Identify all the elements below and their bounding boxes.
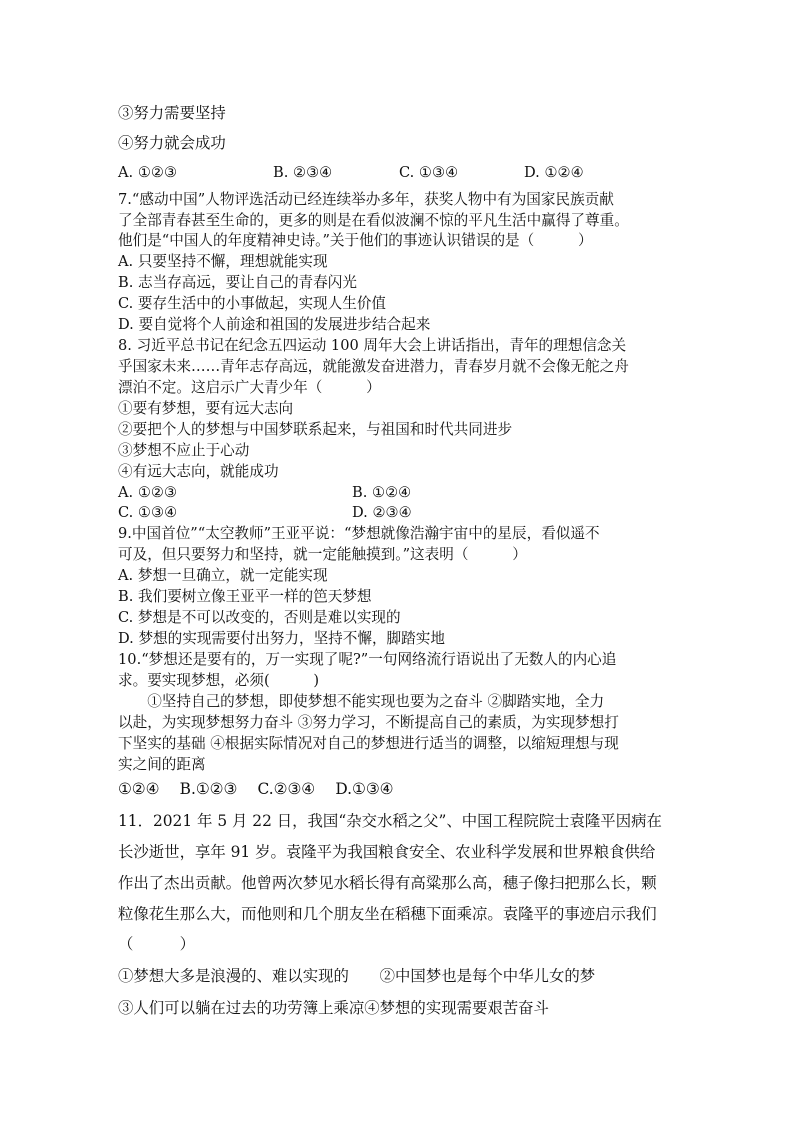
q8-option-a: A. ①②③ xyxy=(118,484,178,501)
q8-stem-line: 乎国家未来……青年志存高远，就能激发奋进潜力，青春岁月就不会像无舵之舟 xyxy=(118,358,629,375)
q10-options: ①②④ B.①②③ C.②③④ D.①③④ xyxy=(118,780,394,798)
q9-stem-line: 9.中国首位”“太空教师”王亚平说：“梦想就像浩瀚宇宙中的星辰，看似遥不 xyxy=(118,525,600,542)
q7-stem-line: 他们是“中国人的年度精神史诗。”关于他们的事迹认识错误的是（ ） xyxy=(118,232,593,249)
q9-choice-c: C. 梦想是不可以改变的，否则是难以实现的 xyxy=(118,609,401,626)
q10-stem-line: ①坚持自己的梦想，即使梦想不能实现也要为之奋斗 ②脚踏实地，全力 xyxy=(118,693,605,710)
q7-stem-line: 7.“感动中国”人物评选活动已经连续举办多年，获奖人物中有为国家民族贡献 xyxy=(118,191,614,208)
q7-choice-b: B. 志当存高远，要让自己的青春闪光 xyxy=(118,274,357,291)
q10-stem-line: 实之间的距离 xyxy=(118,756,206,773)
q7-choice-c: C. 要存生活中的小事做起，实现人生价值 xyxy=(118,295,387,312)
option-a: A. ①②③ xyxy=(118,164,178,181)
q10-stem-line: 10.“梦想还是要有的，万一实现了呢?”一句网络流行语说出了无数人的内心追 xyxy=(118,651,617,668)
q8-item-1: ①要有梦想，要有远大志向 xyxy=(118,400,294,417)
q10-stem-line: 以赴，为实现梦想努力奋斗 ③努力学习，不断提高自己的素质，为实现梦想打 xyxy=(118,714,619,731)
q11-stem-line: 长沙逝世，享年 91 岁。袁隆平为我国粮食安全、农业科学发展和世界粮食供给 xyxy=(118,843,656,861)
q11-item-line: ①梦想大多是浪漫的、难以实现的 ②中国梦也是每个中华儿女的梦 xyxy=(118,967,596,985)
option-d: D. ①②④ xyxy=(524,164,584,181)
q8-item-3: ③梦想不应止于心动 xyxy=(118,442,250,459)
q8-option-b: B. ①②④ xyxy=(352,484,412,501)
q7-choice-d: D. 要自觉将个人前途和祖国的发展进步结合起来 xyxy=(118,316,431,333)
q7-stem-line: 了全部青春甚至生命的，更多的则是在看似波澜不惊的平凡生活中赢得了尊重。 xyxy=(118,212,629,229)
q9-stem-line: 可及，但只要努力和坚持，就一定能触摸到。”这表明（ ） xyxy=(118,546,527,563)
q8-stem-line: 8. 习近平总书记在纪念五四运动 100 周年大会上讲话指出，青年的理想信念关 xyxy=(118,337,627,354)
statement-3: ③努力需要坚持 xyxy=(118,104,226,122)
q11-stem-line: （ ） xyxy=(118,935,195,953)
q8-stem-line: 漂泊不定。这启示广大青少年（ ） xyxy=(118,379,381,396)
q7-choice-a: A. 只要坚持不懈，理想就能实现 xyxy=(118,253,328,270)
q8-option-d: D. ②③④ xyxy=(352,504,412,521)
option-c: C. ①③④ xyxy=(399,164,459,181)
q11-stem-line: 作出了杰出贡献。他曾两次梦见水稻长得有高粱那么高，穗子像扫把那么长，颗 xyxy=(118,874,657,892)
q11-stem-line: 11．2021 年 5 月 22 日，我国“杂交水稻之父”、中国工程院院士袁隆平因病在 xyxy=(118,812,662,830)
q10-stem-line: 求。要实现梦想，必须( ) xyxy=(118,672,320,689)
q8-item-4: ④有远大志向，就能成功 xyxy=(118,463,279,480)
q9-choice-b: B. 我们要树立像王亚平一样的笆天梦想 xyxy=(118,588,372,605)
option-b: B. ②③④ xyxy=(273,164,333,181)
q11-item-line: ③人们可以躺在过去的功劳簿上乘凉④梦想的实现需要艰苦奋斗 xyxy=(118,999,549,1017)
q8-item-2: ②要把个人的梦想与中国梦联系起来，与祖国和时代共同进步 xyxy=(118,421,513,438)
q11-stem-line: 粒像花生那么大，而他则和几个朋友坐在稻穗下面乘凉。袁隆平的事迹启示我们 xyxy=(118,905,657,923)
statement-4: ④努力就会成功 xyxy=(118,134,226,152)
q10-stem-line: 下坚实的基础 ④根据实际情况对自己的梦想进行适当的调整，以缩短理想与现 xyxy=(118,735,619,752)
q9-choice-a: A. 梦想一旦确立，就一定能实现 xyxy=(118,567,328,584)
q8-option-c: C. ①③④ xyxy=(118,504,178,521)
q9-choice-d: D. 梦想的实现需要付出努力，坚持不懈，脚踏实地 xyxy=(118,630,445,647)
